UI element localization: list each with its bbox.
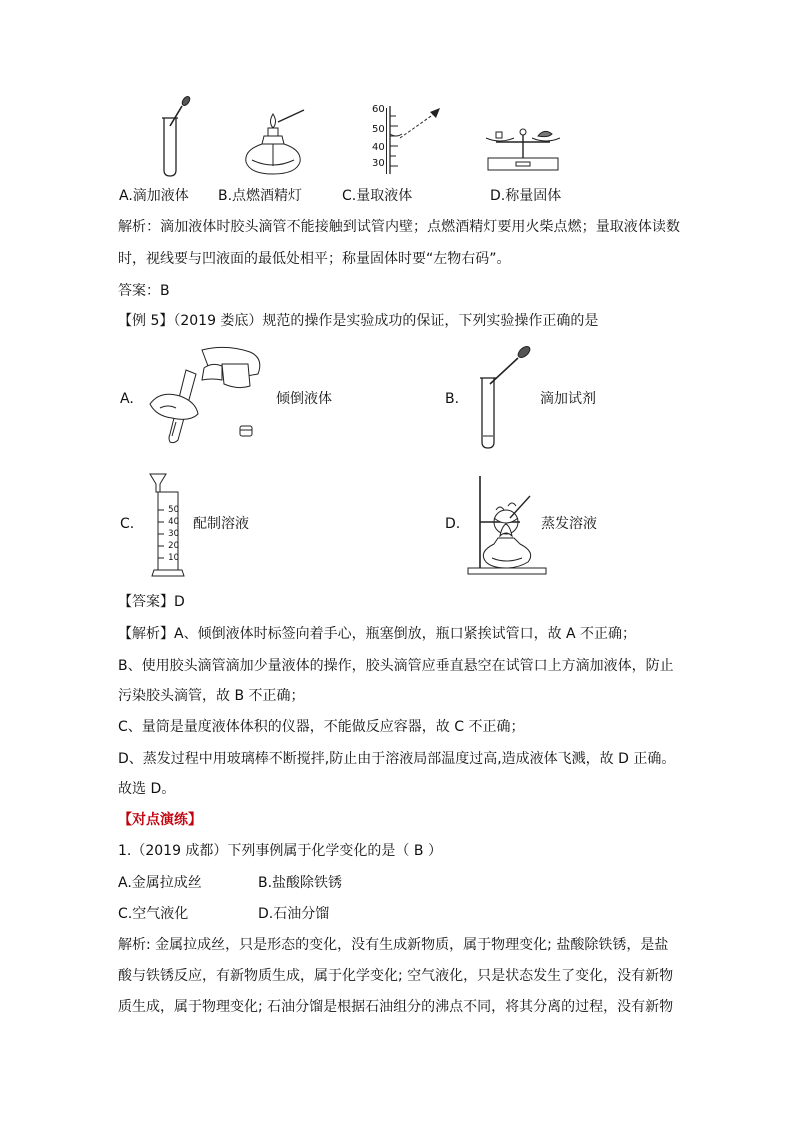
ex5-letter-c: C.: [120, 516, 135, 532]
practice-option-c: C.空气液化: [118, 906, 189, 922]
alcohol-lamp-figure: [238, 100, 308, 178]
ex5-letter-b: B.: [445, 391, 460, 407]
prev-analysis-line2: 时，视线要与凹液面的最低处相平；称量固体时要“左物右码”。: [118, 251, 511, 267]
practice-analysis-line3: 质生成，属于物理变化; 石油分馏是根据石油组分的沸点不同，将其分离的过程，没有新物: [118, 999, 674, 1015]
tick-50: 50: [372, 124, 385, 135]
tick-60: 60: [372, 104, 385, 115]
tick-30: 30: [168, 529, 179, 539]
dropper-test-tube-figure: [158, 96, 198, 180]
pouring-liquid-figure: [146, 344, 264, 444]
ex5-letter-a: A.: [120, 391, 134, 407]
dropping-reagent-figure: [476, 344, 536, 450]
balance-figure: [482, 118, 564, 176]
ex5-analysis-line5: D、蒸发过程中用玻璃棒不断搅拌,防止由于溶液局部温度过高,造成液体飞溅，故 D 正确。: [118, 751, 676, 767]
tick-10: 10: [168, 553, 179, 563]
example5-title: 【例 5】（2019 娄底）规范的操作是实验成功的保证，下列实验操作正确的是: [118, 313, 599, 329]
prev-answer: 答案：B: [118, 283, 170, 299]
ex5-answer: 【答案】D: [118, 594, 185, 610]
ex5-label-c: 配制溶液: [193, 516, 249, 532]
sight-line-figure: [386, 104, 456, 176]
tick-40: 40: [168, 517, 179, 527]
ex5-label-a: 倾倒液体: [276, 391, 332, 407]
tick-20: 20: [168, 541, 179, 551]
ex5-analysis-line2: B、使用胶头滴管滴加少量液体的操作，胶头滴管应垂直悬空在试管口上方滴加液体，防止: [118, 658, 674, 674]
ex5-cylinder-ticks: [165, 504, 179, 564]
tick-30: 30: [372, 158, 385, 169]
prev-option-d: D.称量固体: [490, 188, 562, 204]
evaporation-setup-figure: [466, 474, 548, 576]
ex5-analysis-line6: 故选 D。: [118, 781, 176, 797]
prev-option-a: A.滴加液体: [119, 188, 189, 204]
practice-analysis-line2: 酸与铁锈反应，有新物质生成，属于化学变化; 空气液化，只是状态发生了变化，没有新物: [118, 968, 674, 984]
ex5-label-d: 蒸发溶液: [541, 516, 597, 532]
practice-heading: 【对点演练】: [118, 812, 202, 828]
prev-analysis-line1: 解析：滴加液体时胶头滴管不能接触到试管内壁；点燃酒精灯要用火柴点燃；量取液体读数: [118, 219, 680, 235]
practice-analysis-line1: 解析: 金属拉成丝，只是形态的变化，没有生成新物质，属于物理变化; 盐酸除铁锈，是盐: [118, 937, 669, 953]
prev-option-b: B.点燃酒精灯: [218, 188, 303, 204]
tick-40: 40: [372, 142, 385, 153]
ex5-analysis-line1: 【解析】A、倾倒液体时标签向着手心，瓶塞倒放，瓶口紧挨试管口，故 A 不正确；: [118, 626, 637, 642]
ex5-analysis-line4: C、量筒是量度液体体积的仪器，不能做反应容器，故 C 不正确；: [118, 719, 525, 735]
tick-50: 50: [168, 505, 179, 515]
ex5-analysis-line3: 污染胶头滴管，故 B 不正确；: [118, 688, 305, 704]
prev-option-c: C.量取液体: [342, 188, 413, 204]
ex5-label-b: 滴加试剂: [540, 391, 596, 407]
ex5-letter-d: D.: [445, 516, 461, 532]
practice-option-a: A.金属拉成丝: [118, 875, 202, 891]
practice-option-d: D.石油分馏: [258, 906, 330, 922]
practice-option-b: B.盐酸除铁锈: [258, 875, 343, 891]
practice-q1: 1.（2019 成都）下列事例属于化学变化的是（ B ）: [118, 843, 442, 859]
